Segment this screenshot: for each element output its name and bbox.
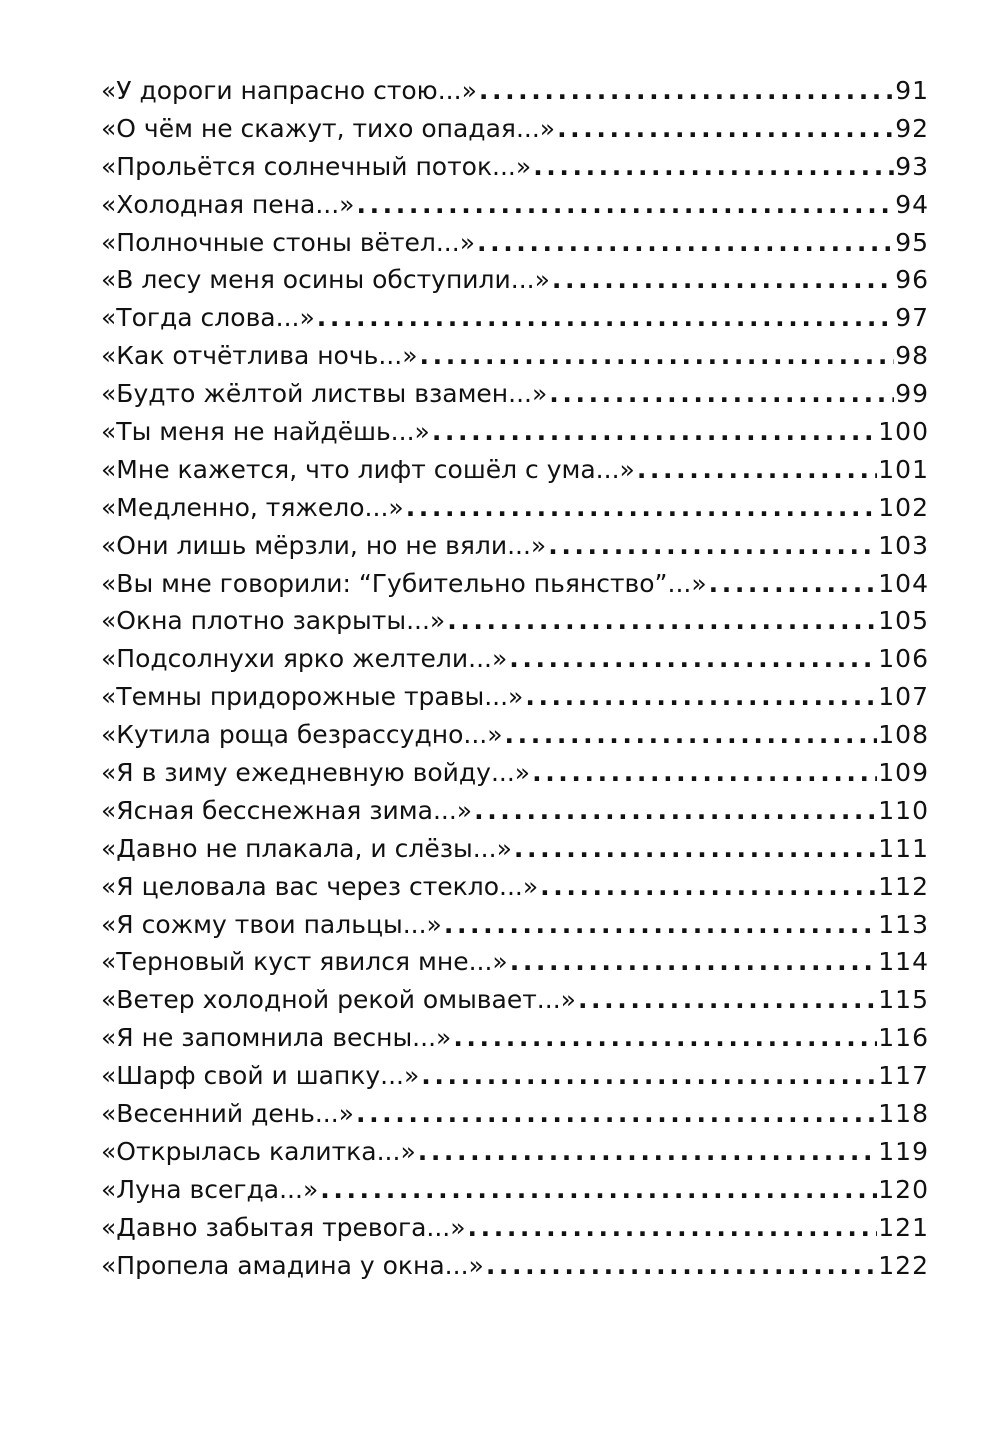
toc-entry-title: «О чём не скажут, тихо опадая...»	[101, 113, 556, 143]
dot-leader	[420, 337, 895, 375]
dot-leader	[533, 148, 894, 186]
toc-entry-page-number: 120	[878, 1174, 929, 1204]
toc-entry	[101, 413, 929, 451]
toc-entry	[101, 792, 929, 830]
toc-entry	[101, 868, 929, 906]
toc-entry-page-number: 104	[878, 568, 929, 598]
dot-leader	[637, 451, 877, 489]
toc-entry	[101, 186, 929, 224]
toc-entry-page-number: 115	[878, 985, 929, 1015]
toc-entry-title: «Ветер холодной рекой омывает...»	[101, 985, 576, 1015]
toc-entry-title: «Я не запомнила весны...»	[101, 1023, 452, 1053]
dot-leader	[474, 792, 877, 830]
toc-entry	[101, 261, 929, 299]
toc-entry-page-number: 102	[878, 492, 929, 522]
toc-entry	[101, 489, 929, 527]
toc-entry-page-number: 96	[895, 265, 929, 295]
toc-entry-page-number: 98	[895, 341, 929, 371]
toc-entry	[101, 224, 929, 262]
toc-entry-page-number: 121	[878, 1212, 929, 1242]
toc-entry-page-number: 94	[895, 189, 929, 219]
toc-entry-title: «Я сожму твои пальцы...»	[101, 909, 442, 939]
dot-leader	[406, 489, 878, 527]
toc-entry-title: «В лесу меня осины обступили...»	[101, 265, 550, 295]
toc-entry-title: «Тогда слова...»	[101, 303, 315, 333]
toc-entry-title: «Я целовала вас через стекло...»	[101, 871, 539, 901]
dot-leader	[418, 1133, 878, 1171]
toc-entry-page-number: 113	[878, 909, 929, 939]
toc-entry-title: «Прольётся солнечный поток...»	[101, 151, 532, 181]
dot-leader	[486, 1247, 877, 1285]
toc-entry-title: «Открылась калитка...»	[101, 1136, 416, 1166]
dot-leader	[552, 261, 894, 299]
toc-entry-title: «Давно не плакала, и слёзы...»	[101, 833, 512, 863]
toc-entry	[101, 299, 929, 337]
dot-leader	[549, 375, 894, 413]
toc-entry	[101, 754, 929, 792]
toc-entry-title: «Будто жёлтой листвы взамен...»	[101, 379, 548, 409]
toc-entry-title: «Я в зиму ежедневную войду...»	[101, 758, 531, 788]
toc-entry	[101, 1209, 929, 1247]
toc-entry-page-number: 99	[895, 379, 929, 409]
toc-entry-page-number: 110	[878, 795, 929, 825]
toc-entry	[101, 1171, 929, 1209]
toc-entry	[101, 1133, 929, 1171]
toc-entry	[101, 1095, 929, 1133]
toc-entry-page-number: 109	[878, 758, 929, 788]
toc-entry-title: «Холодная пена...»	[101, 189, 355, 219]
dot-leader	[320, 1171, 877, 1209]
toc-entry-page-number: 119	[878, 1136, 929, 1166]
dot-leader	[317, 299, 894, 337]
dot-leader	[453, 1019, 877, 1057]
toc-entry-page-number: 112	[878, 871, 929, 901]
toc-entry-page-number: 91	[895, 76, 929, 105]
toc-entry-title: «Вы мне говорили: “Губительно пьянство”...»	[101, 568, 707, 598]
toc-entry-page-number: 114	[878, 947, 929, 977]
toc-entry-page-number: 106	[878, 644, 929, 674]
toc-entry-title: «Окна плотно закрыты...»	[101, 606, 446, 636]
toc-entry-title: «Мне кажется, что лифт сошёл с ума...»	[101, 454, 635, 484]
toc-entry-title: «Медленно, тяжело...»	[101, 492, 404, 522]
toc-entry-title: «Они лишь мёрзли, но не вяли...»	[101, 530, 547, 560]
toc-entry	[101, 72, 929, 110]
toc-entry-title: «Весенний день...»	[101, 1099, 354, 1129]
toc-entry	[101, 110, 929, 148]
toc-entry	[101, 1057, 929, 1095]
toc-entry-page-number: 118	[878, 1099, 929, 1129]
dot-leader	[578, 981, 877, 1019]
dot-leader	[479, 72, 894, 110]
dot-leader	[540, 868, 877, 906]
dot-leader	[525, 678, 877, 716]
toc-entry	[101, 906, 929, 944]
dot-leader	[532, 754, 877, 792]
dot-leader	[477, 224, 894, 262]
toc-entry-title: «Шарф свой и шапку...»	[101, 1061, 420, 1091]
toc-entry-title: «Луна всегда...»	[101, 1174, 319, 1204]
toc-entry-page-number: 93	[895, 151, 929, 181]
dot-leader	[444, 906, 877, 944]
toc-entry-page-number: 107	[878, 682, 929, 712]
dot-leader	[432, 413, 877, 451]
dot-leader	[514, 830, 877, 868]
dot-leader	[447, 602, 877, 640]
dot-leader	[468, 1209, 878, 1247]
dot-leader	[421, 1057, 877, 1095]
toc-entry-page-number: 100	[878, 417, 929, 447]
toc-entry	[101, 375, 929, 413]
toc-entry	[101, 678, 929, 716]
toc-entry-title: «Темны придорожные травы...»	[101, 682, 524, 712]
toc-entry-page-number: 117	[878, 1061, 929, 1091]
toc-entry	[101, 451, 929, 489]
dot-leader	[709, 565, 878, 603]
toc-entry-page-number: 116	[878, 1023, 929, 1053]
toc-entry	[101, 337, 929, 375]
dot-leader	[356, 1095, 877, 1133]
toc-entry	[101, 565, 929, 603]
toc-entry	[101, 148, 929, 186]
toc-entry-page-number: 108	[878, 720, 929, 750]
dot-leader	[548, 527, 877, 565]
toc-entry-title: «Пропела амадина у окна...»	[101, 1250, 484, 1280]
toc-entry	[101, 943, 929, 981]
toc-entry	[101, 830, 929, 868]
toc-entry	[101, 527, 929, 565]
dot-leader	[557, 110, 894, 148]
toc-entry-page-number: 101	[878, 454, 929, 484]
toc-entry-title: «Ясная бесснежная зима...»	[101, 795, 473, 825]
toc-entry-title: «Как отчётлива ночь...»	[101, 341, 418, 371]
toc-entry-title: «Ты меня не найдёшь...»	[101, 417, 430, 447]
toc-entry-page-number: 122	[878, 1250, 929, 1280]
toc-entry-page-number: 97	[895, 303, 929, 333]
toc-entry	[101, 1019, 929, 1057]
toc-entry-page-number: 103	[878, 530, 929, 560]
toc-entry-page-number: 111	[878, 833, 929, 863]
toc-entry-page-number: 105	[878, 606, 929, 636]
dot-leader	[356, 186, 894, 224]
toc-entry-title: «Полночные стоны вётел...»	[101, 227, 475, 257]
toc-entry-page-number: 92	[895, 113, 929, 143]
toc-entry	[101, 602, 929, 640]
toc-entry	[101, 640, 929, 678]
toc-entry	[101, 716, 929, 754]
toc-entry	[101, 1247, 929, 1285]
toc-entry-title: «Кутила роща безрассудно...»	[101, 720, 503, 750]
toc-entry	[101, 981, 929, 1019]
dot-leader	[510, 943, 878, 981]
toc-entry-title: «Давно забытая тревога...»	[101, 1212, 466, 1242]
toc-entry-title: «Подсолнухи ярко желтели...»	[101, 644, 508, 674]
dot-leader	[509, 640, 877, 678]
dot-leader	[505, 716, 878, 754]
toc-entry-title: «У дороги напрасно стою...»	[101, 76, 477, 105]
toc-entry-title: «Терновый куст явился мне...»	[101, 947, 508, 977]
toc-entry-page-number: 95	[895, 227, 929, 257]
table-of-contents	[101, 72, 929, 1285]
